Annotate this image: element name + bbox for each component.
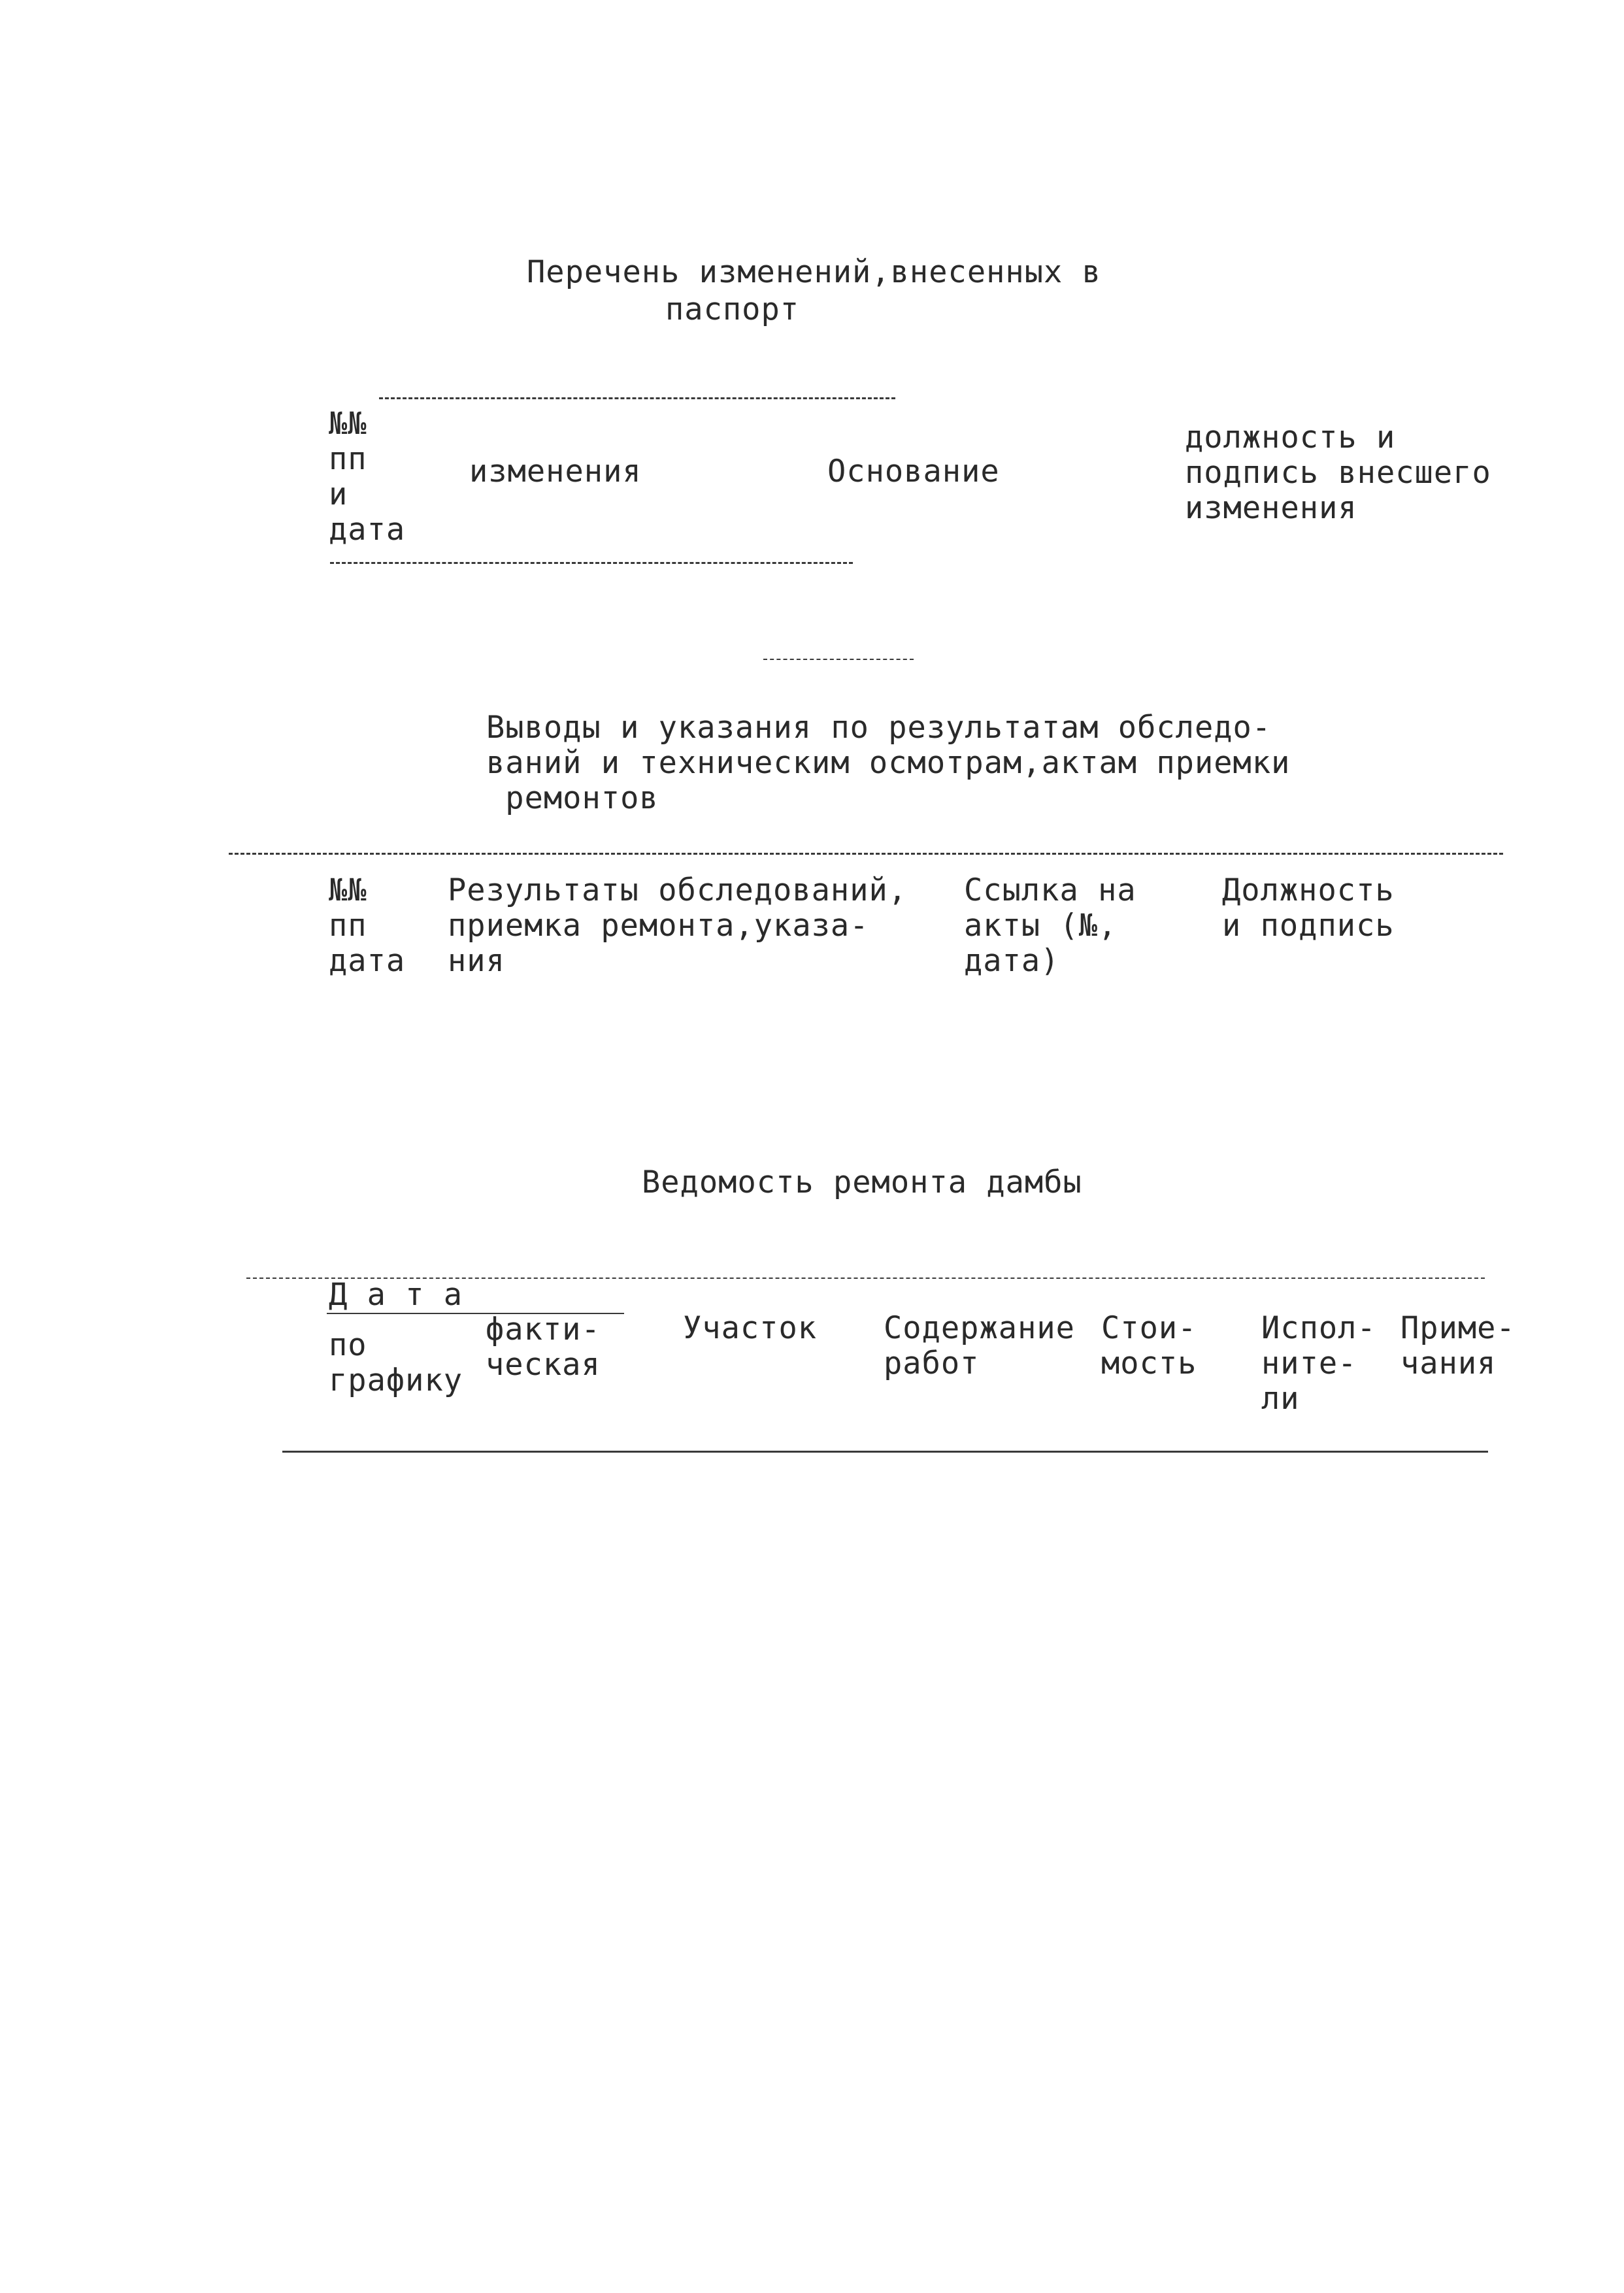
section3-header-date-group: Д а т а	[329, 1277, 463, 1313]
section3-header-executors: Испол- ните- ли	[1261, 1310, 1376, 1417]
section2-header-number-date: №№ пп дата	[329, 872, 406, 979]
section1-header-basis: Основание	[827, 454, 1000, 489]
section1-header-change: изменения	[469, 454, 642, 489]
section3-title: Ведомость ремонта дамбы	[642, 1164, 1082, 1200]
section3-header-notes: Приме- чания	[1400, 1310, 1516, 1381]
section3-header-cost: Стои- мость	[1101, 1310, 1197, 1381]
section2-header-position-signature: Должность и подпись	[1222, 872, 1395, 944]
section1-bottom-rule	[330, 562, 853, 564]
section1-title-line2: паспорт	[665, 291, 800, 327]
section2-header-act-reference: Ссылка на акты (№, дата)	[964, 872, 1136, 979]
section2-header-results: Результаты обследований, приемка ремонта,указа- ния	[448, 872, 908, 979]
section1-top-rule	[379, 397, 895, 399]
section3-header-actual: факти- ческая	[486, 1311, 601, 1383]
section3-header-site: Участок	[683, 1310, 818, 1346]
section1-stray-dashes	[763, 659, 914, 660]
section3-bottom-rule	[282, 1451, 1488, 1453]
section2-top-rule	[229, 853, 1503, 855]
section3-header-work-content: Содержание работ	[884, 1310, 1075, 1381]
section1-title-line1: Перечень изменений,внесенных в	[527, 254, 1101, 290]
section1-header-number-date: №№ пп и дата	[329, 406, 406, 548]
section1-header-position-signature: должность и подпись внесшего изменения	[1185, 420, 1491, 526]
section3-header-by-schedule: по графику	[329, 1327, 463, 1398]
section2-title: Выводы и указания по результатам обследо- ваний и техническим осмотрам,актам приемки ремонтов	[486, 710, 1291, 816]
